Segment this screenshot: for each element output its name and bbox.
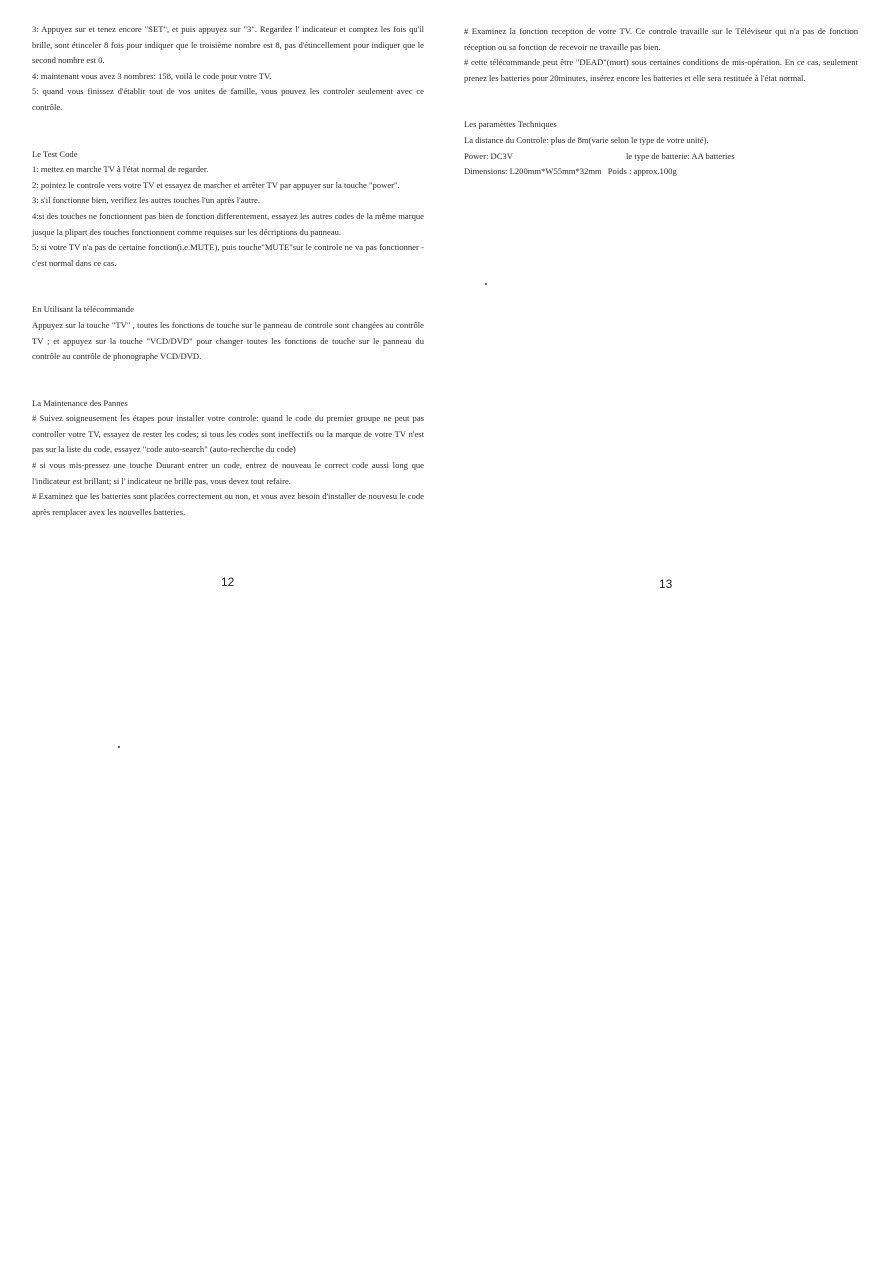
using-title: En Utilisant la télécommande: [32, 304, 134, 315]
scan-speck: [485, 283, 487, 285]
dead-remote-item: # cette télécommande peut être "DEAD"(mort) sous certaines conditions de mis-opération. En ce cas, seulement prenez les batteries pour 20minutes, insérez encore les batteries et elle sera restituée à l'état normal.: [464, 57, 858, 83]
tech-battery: le type de batterie: AA batteries: [626, 150, 735, 161]
intro-step-3: 3: Appuyez sur et tenez encore "SET", et puis appuyez sur "3". Regardez l' indicateur et comptez les fois qu'il brille, sont étinceler 8 fois pour indiquer que le troisième nombre est 8, pas d'étincellement pour indiquer que le second nombre est 0.: [32, 24, 424, 66]
test-code-step-2: 2: pointez le controle vers votre TV et essayez de marcher et arrêter TV par appuyer sur la touche "power".: [32, 179, 400, 190]
using-body: Appuyez sur la touche "TV" , toutes les fonctions de touche sur le panneau de controle sont changées au contrôle TV ; et appuyez sur la touche "VCD/DVD" pour changer toutes les fonctions de touche sur le panneau du contrôle au contrôle de phonographe VCD/DVD.: [32, 319, 424, 362]
scan-speck: [118, 746, 120, 748]
test-code-step-3: 3: s'il fonctionne bien, verifiez les autres touches l'un après l'autre.: [32, 195, 261, 206]
left-page-text: [32, 22, 424, 520]
intro-step-4: 4: maintenant vous avez 3 nombres: 158, voilà le code pour votre TV.: [32, 70, 272, 81]
tech-dimensions: Dimensions: L200mm*W55mm*32mm: [464, 166, 602, 177]
intro-step-5: 5: quand vous finissez d'établir tout de vos unites de famille, vous pouvez les controler seulement avec ce contrôle.: [32, 86, 424, 112]
tech-row-dimensions: [464, 164, 858, 180]
maintenance-item-1: # Suivez soigneusement les étapes pour installer votre controle: quand le code du premier groupe ne peut pas controller votre TV, essayez de rester les codes; si tous les codes sont ineffectifs ou la marque de votre TV n'est pas sur la liste du code, essayez "code auto-search" (auto-recherche du code): [32, 413, 424, 455]
reception-item: # Examinez la fonction reception de votre TV. Ce controle travaille sur le Téléviseur qui n'a pas de fonction réception ou sa fonction de recevoir ne travaille pas bien.: [464, 26, 858, 52]
tech-title: Les paramèttes Techniques: [464, 119, 557, 130]
page-number-right: 13: [659, 577, 673, 591]
maintenance-item-3: # Examinez que les batteries sont placées correctement ou non, et vous avez besoin d'installer de nouvesu le code après remplacer avex les nouvelles batteries.: [32, 491, 424, 517]
tech-distance: La distance du Controle: plus de 8m(varie selon le type de votre unité).: [464, 134, 709, 145]
right-page-text: [464, 24, 858, 180]
test-code-step-5: 5: si votre TV n'a pas de certaine fonction(i.e.MUTE), puis touche"MUTE"sur le controle ne va pas fonctionner - c'est normal dans ce cas.: [32, 242, 424, 268]
test-code-step-4: 4:si des touches ne fonctionnent pas bien de fonction differentement, essayez les autres codes de la même marque jusque la plipart des touches fonctionnent comme requises sur les décriptions du panneau.: [32, 210, 424, 237]
test-code-title: Le Test Code: [32, 148, 78, 159]
maintenance-title: La Maintenance des Pannes: [32, 397, 128, 408]
tech-power: Power: DC3V: [464, 150, 513, 161]
tech-row-power: [464, 149, 858, 165]
maintenance-item-2: # si vous mis-pressez une touche Duurant entrer un code, entrez de nouveau le correct code aussi long que l'indicateur est brillant; si l' indicateur ne brille pas, vous devez tout refaire.: [32, 460, 424, 486]
page-number-left: 12: [221, 575, 235, 589]
tech-weight: Poids : approx.100g: [607, 166, 677, 177]
test-code-step-1: 1: mettez en marche TV à l'état normal de regarder.: [32, 164, 209, 175]
